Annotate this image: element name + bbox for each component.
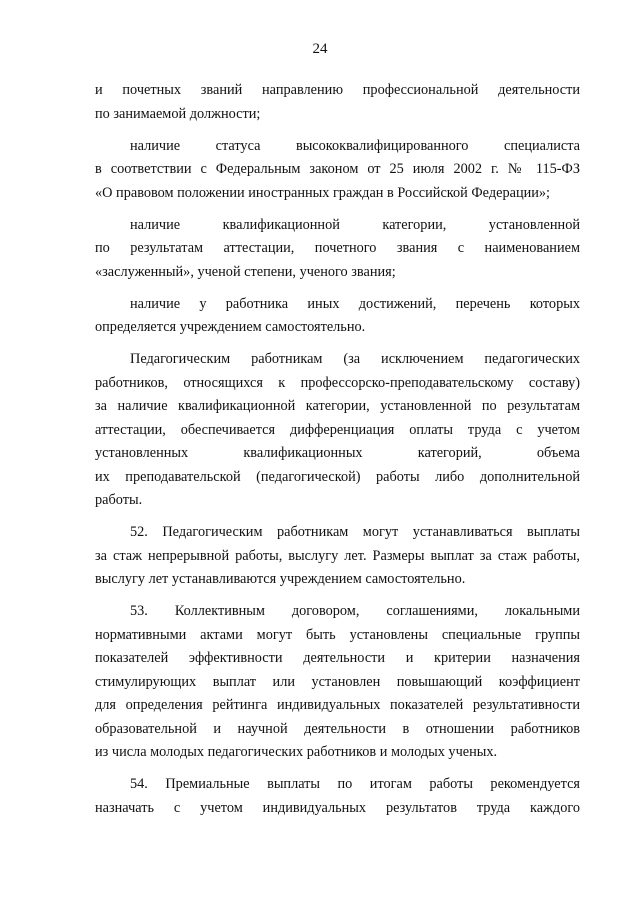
text-line: наличие квалификационной категории, установленной (130, 216, 580, 233)
paragraph (95, 293, 580, 340)
paragraph (95, 600, 580, 765)
text-line: 54. Премиальные выплаты по итогам работы рекомендуется (130, 776, 580, 792)
text-line: по занимаемой должности; (95, 105, 261, 122)
text-line: из числа молодых педагогических работников и молодых ученых. (95, 744, 498, 760)
text-line: Педагогическим работникам (за исключением педагогических (130, 351, 580, 367)
text-line: 53. Коллективным договором, соглашениями, локальными (130, 603, 580, 619)
text-line: для определения рейтинга индивидуальных показателей результативности (95, 697, 580, 713)
text-line: 52. Педагогическим работникам могут устанавливаться выплаты (130, 524, 580, 540)
paragraph (95, 773, 580, 820)
text-line: их преподавательской (педагогической) работы либо дополнительной (95, 468, 580, 485)
text-line: работы. (95, 492, 143, 508)
text-line: показателей эффективности деятельности и критерии назначения (95, 650, 580, 666)
document-body (95, 79, 580, 829)
paragraph (95, 79, 580, 126)
paragraph (95, 348, 580, 513)
text-line: «О правовом положении иностранных граждан в Российской Федерации»; (95, 184, 551, 201)
text-line: наличие статуса высококвалифицированного специалиста (130, 137, 580, 154)
text-line: за стаж непрерывной работы, выслугу лет. Размеры выплат за стаж работы, (95, 547, 580, 564)
text-line: назначать с учетом индивидуальных результатов труда каждого (95, 799, 580, 816)
text-line: образовательной и научной деятельности в отношении работников (95, 720, 580, 737)
text-line: аттестации, обеспечивается дифференциация оплаты труда с учетом (95, 421, 580, 438)
page-number: 24 (312, 41, 328, 57)
text-line: и почетных званий направлению профессиональной деятельности (95, 82, 580, 98)
text-line: работников, относящихся к профессорско-преподавательскому составу) (95, 374, 580, 391)
text-line: установленных квалификационных категорий, объема (95, 445, 580, 461)
text-line: наличие у работника иных достижений, перечень которых (130, 295, 580, 312)
text-line: «заслуженный», ученой степени, ученого звания; (95, 263, 396, 280)
text-line: выслугу лет устанавливаются учреждением самостоятельно. (95, 571, 466, 587)
text-line: в соответствии с Федеральным законом от 25 июля 2002 г. № 115-ФЗ (95, 161, 580, 177)
text-line: стимулирующих выплат или установлен повышающий коэффициент (95, 673, 580, 690)
text-line: за наличие квалификационной категории, установленной по результатам (95, 398, 580, 414)
text-line: определяется учреждением самостоятельно. (95, 319, 366, 335)
paragraph (95, 214, 580, 285)
text-line: по результатам аттестации, почетного звания с наименованием (95, 240, 580, 256)
paragraph (95, 521, 580, 592)
text-line: нормативными актами могут быть установлены специальные группы (95, 626, 580, 643)
paragraph (95, 135, 580, 206)
